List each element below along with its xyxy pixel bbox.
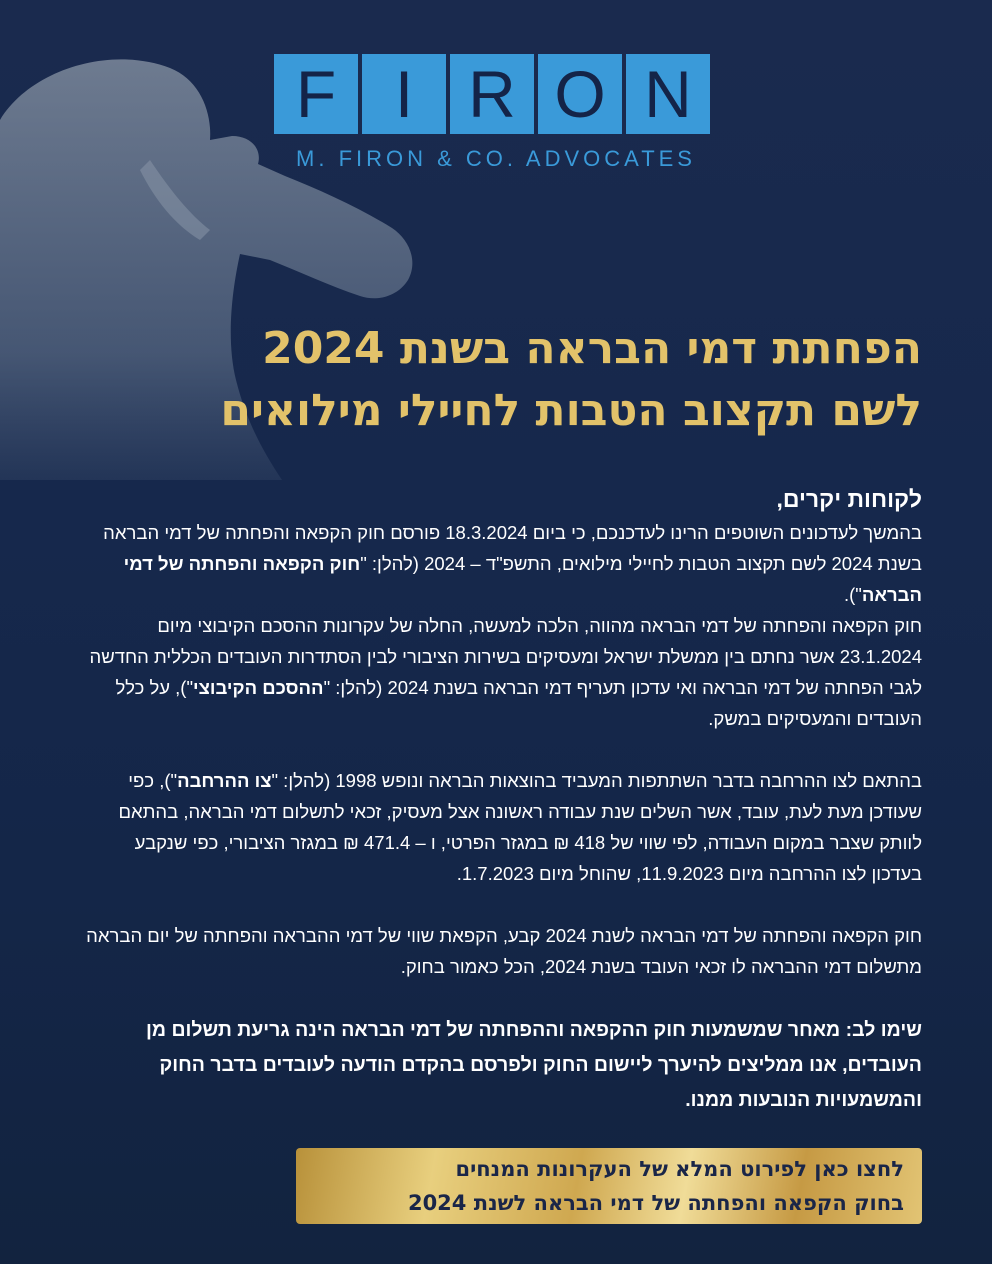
greeting: לקוחות יקרים,: [776, 486, 922, 512]
paragraph-1: [82, 517, 922, 610]
cta-line-1: לחצו כאן לפירוט המלא של העקרונות המנחים: [455, 1157, 904, 1181]
article-body: [82, 484, 922, 1118]
page-title: [102, 318, 922, 442]
p3-start: בהתאם לצו ההרחבה בדבר השתתפות המעביד בהוצאות הבראה ונופש 1998 (להלן: ": [271, 770, 922, 791]
title-line-1: הפחתת דמי הבראה בשנת 2024: [262, 323, 922, 374]
p3-rest: "), כפי שעודכן מעת לעת, עובד, אשר השלים שנת עבודה ראשונה אצל מעסיק, זכאי לתשלום דמי הבראה, בהתאם לוותק שצבר במקום העבודה, לפי שווי של 418 ₪ במגזר הפרטי, ו – 471.4 ₪ במגזר הציבורי, כפי שנקבע בעדכון לצו ההרחבה מיום 11.9.2023, שהוחל מיום 1.7.2023.: [118, 770, 922, 884]
logo-letter: I: [362, 54, 446, 134]
title-line-2: לשם תקצוב הטבות לחיילי מילואים: [220, 385, 922, 436]
firon-logo: [274, 54, 710, 134]
notice-paragraph: שימו לב: מאחר שמשמעות חוק ההקפאה וההפחתה של דמי הבראה הינה גריעת תשלום מן העובדים, אנו ממליצים להיערך ליישום החוק ולפרסם בהקדם הודעה לעובדים בדבר החוק והמשמעויות הנובעות ממנו.: [145, 1019, 922, 1111]
p2-text: חוק הקפאה והפחתה של דמי הבראה מהווה, הלכה למעשה, החלה של עקרונות ההסכם הקיבוצי מיום 23.1.2024 אשר נחתם בין ממשלת ישראל ומעסיקים בשירות הציבורי לבין הסתדרות העובדים הכללית החדשה לגבי הפחתה של דמי הבראה ואי עדכון תעריף דמי הבראה בשנת 2024 (להלן: ": [89, 615, 922, 698]
details-link-button[interactable]: [296, 1148, 922, 1224]
logo-letter: O: [538, 54, 622, 134]
p3-bold: צו ההרחבה: [177, 770, 272, 791]
paragraph-2: [82, 610, 922, 734]
logo-letter: N: [626, 54, 710, 134]
logo-tagline: M. FIRON & CO. ADVOCATES: [296, 146, 696, 171]
cta-line-2: בחוק הקפאה והפחתה של דמי הבראה לשנת 2024: [407, 1191, 904, 1215]
p2-bold: ההסכם הקיבוצי: [193, 677, 324, 698]
p1-text: בהמשך לעדכונים השוטפים הרינו לעדכנכם, כי ביום 18.3.2024 פורסם חוק הקפאה והפחתה של דמי הבראה בשנת 2024 לשם תקצוב הטבות לחיילי מילואים, התשפ"ד – 2024 (להלן: ": [103, 522, 922, 574]
p2-end: "), על כלל העובדים והמעסיקים במשק.: [115, 677, 922, 729]
p1-end: ").: [844, 584, 862, 605]
p1-bold: חוק הקפאה והפחתה של דמי הבראה: [123, 553, 922, 605]
paragraph-4: חוק הקפאה והפחתה של דמי הבראה לשנת 2024 קבע, הקפאת שווי של דמי ההבראה והפחתה של יום הבראה מתשלום דמי ההבראה לו זכאי העובד בשנת 2024, הכל כאמור בחוק.: [86, 925, 922, 977]
paragraph-3: [82, 765, 922, 889]
logo-letter: R: [450, 54, 534, 134]
logo-letter: F: [274, 54, 358, 134]
